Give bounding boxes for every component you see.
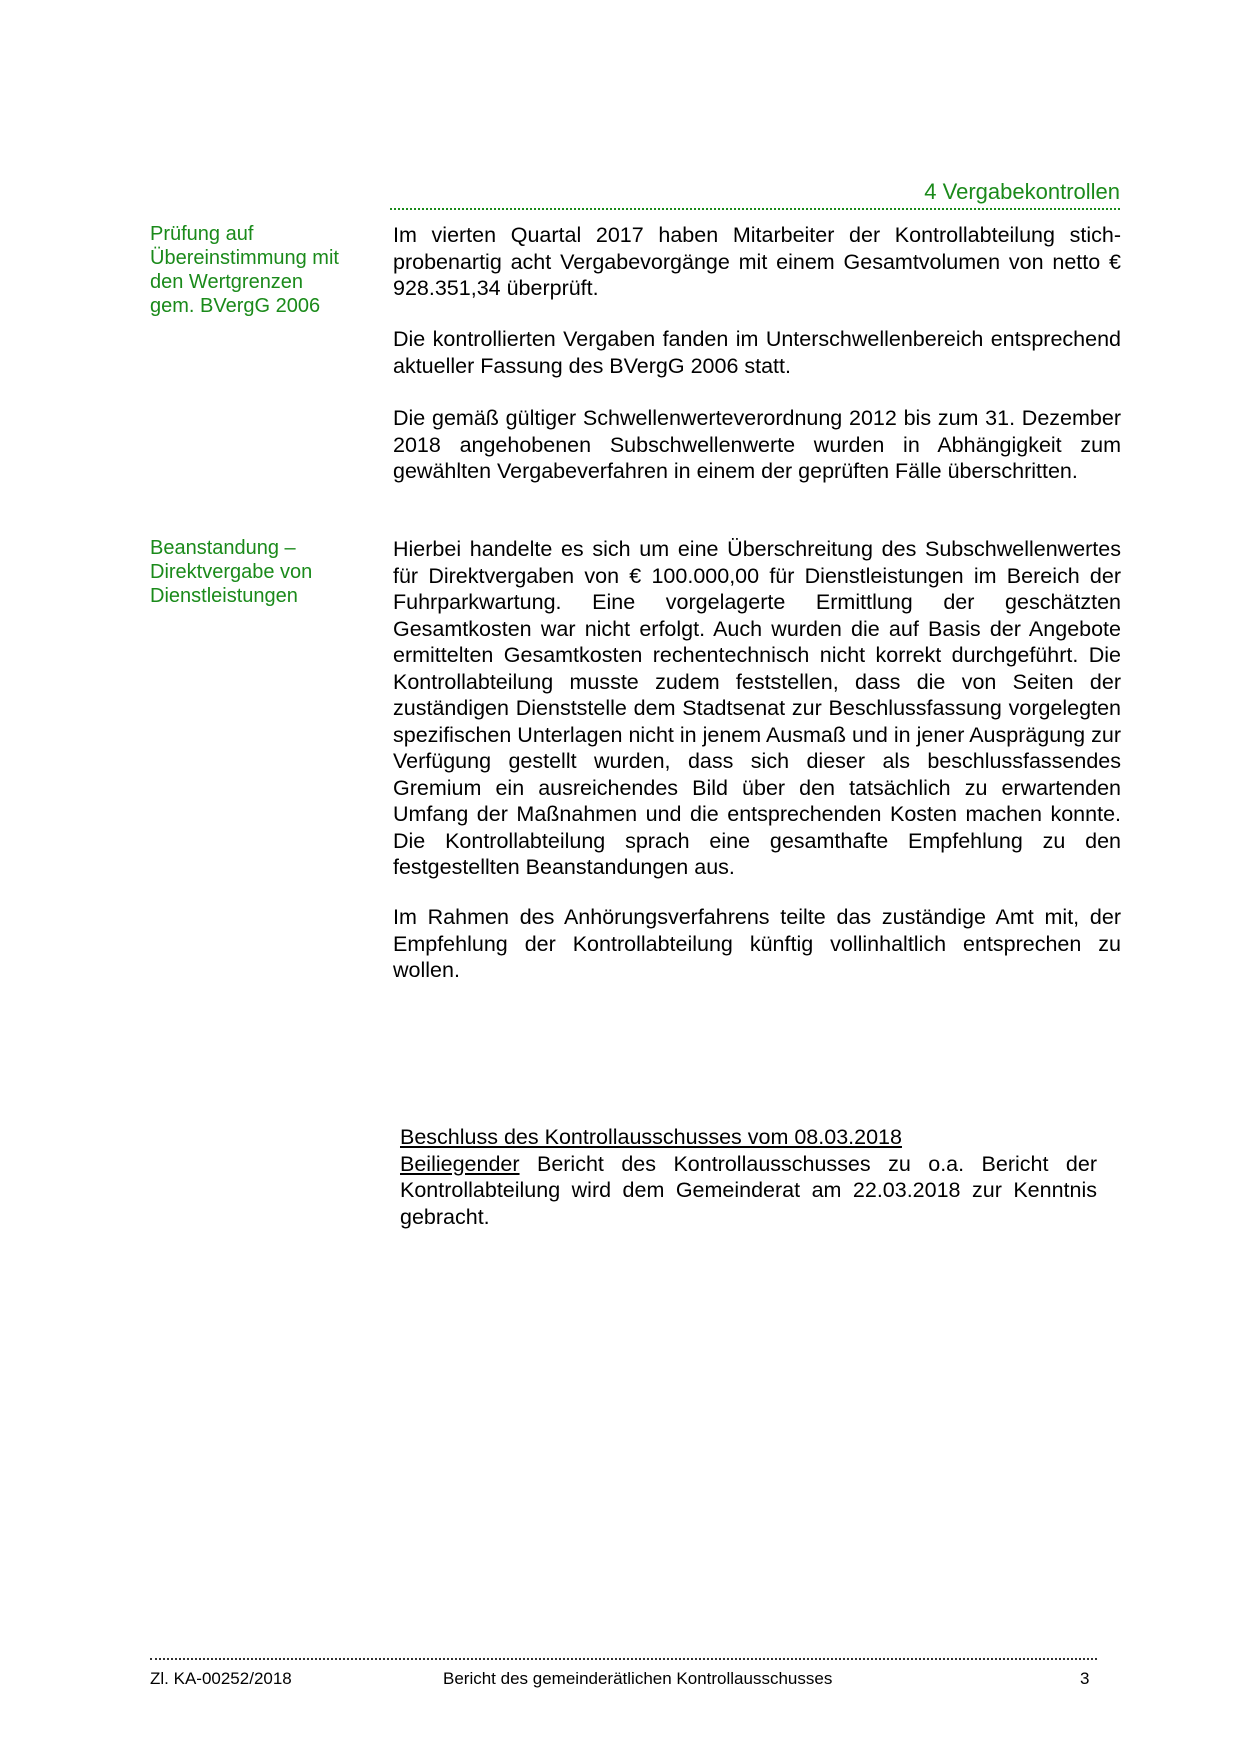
footer-title: Bericht des gemeinderätlichen Kontrollausschusses [443, 1669, 833, 1688]
paragraph-text: Die kontrollierten Vergaben fanden im Unterschwellenbereich entsprechend aktueller Fassung des BVergG 2006 statt. [393, 327, 1121, 378]
decision-block [400, 1124, 1097, 1230]
margin-note-line: Direktvergabe von [150, 561, 313, 583]
paragraph-4 [393, 536, 1121, 881]
paragraph-5 [393, 904, 1121, 984]
footer-reference: Zl. KA-00252/2018 [150, 1669, 292, 1688]
paragraph-text: Hierbei handelte es sich um eine Überschreitung des Subschwellenwertes für Direktvergaben von € 100.000,00 für Dienstleistungen im Bereich der Fuhrparkwartung. Eine vorgelagerte Ermittlung der geschätzten Gesamtkosten war nicht erfolgt. Auch wurden die auf Basis der Angebote ermittelten Gesamtkosten rechentechnisch nicht korrekt durchgeführt. Die Kontrollabteilung musste zudem feststellen, dass die von Seiten der zuständigen Dienststelle dem Stadtsenat zur Beschlussfassung vorgelegten spezifischen Unterlagen nicht in jenem Ausmaß und in jener Ausprägung zur Verfügung gestellt wurden, dass sich dieser als beschlussfassendes Gremium ein ausreichendes Bild über den tatsächlich zu erwartenden Umfang der Maßnahmen und die entsprechenden Kosten machen konnte. Die Kontrollabteilung sprach eine gesamthafte Empfehlung zu den festgestellten Beanstandungen aus. [393, 537, 1121, 879]
decision-text: Bericht des Kontrollausschusses zu o.a. Bericht der Kontrollabteilung wird dem Gemeinderat am 22.03.2018 zur Kenntnis gebracht. [400, 1151, 1097, 1229]
header-divider [390, 208, 1120, 210]
margin-note-line: Dienstleistungen [150, 585, 298, 607]
paragraph-text: Die gemäß gültiger Schwellenwerteverordnung 2012 bis zum 31. Dezember 2018 angehobenen Subschwellenwerte wurden in Abhängigkeit zum gewählten Vergabeverfahren in einem der geprüften Fälle überschritten. [393, 406, 1121, 483]
paragraph-3 [393, 405, 1121, 485]
page-number: 3 [1080, 1669, 1090, 1688]
decision-lead-word: Beiliegender [400, 1151, 520, 1176]
margin-note-beanstandung [150, 536, 365, 608]
margin-note-line: gem. BVergG 2006 [150, 295, 321, 317]
margin-note-line: Prüfung auf [150, 223, 254, 245]
paragraph-2 [393, 326, 1121, 379]
footer-divider [150, 1658, 1097, 1660]
decision-heading: Beschluss des Kontrollausschusses vom 08.03.2018 [400, 1125, 902, 1149]
section-title: 4 Vergabekontrollen [924, 179, 1120, 204]
margin-note-line: Beanstandung – [150, 537, 296, 559]
paragraph-1 [393, 222, 1121, 302]
margin-note-line: den Wertgrenzen [150, 271, 304, 293]
margin-note-line: Übereinstimmung mit [150, 247, 339, 269]
margin-note-pruefung [150, 222, 365, 318]
paragraph-text: Im Rahmen des Anhörungsverfahrens teilte das zuständige Amt mit, der Empfehlung der Kontrollabteilung künftig vollinhaltlich entsprechen zu wollen. [393, 905, 1121, 982]
paragraph-text: Im vierten Quartal 2017 haben Mitarbeiter der Kontrollabteilung stichprobenartig acht Vergabevorgänge mit einem Gesamtvolumen von netto € 928.351,34 überprüft. [393, 223, 1121, 300]
